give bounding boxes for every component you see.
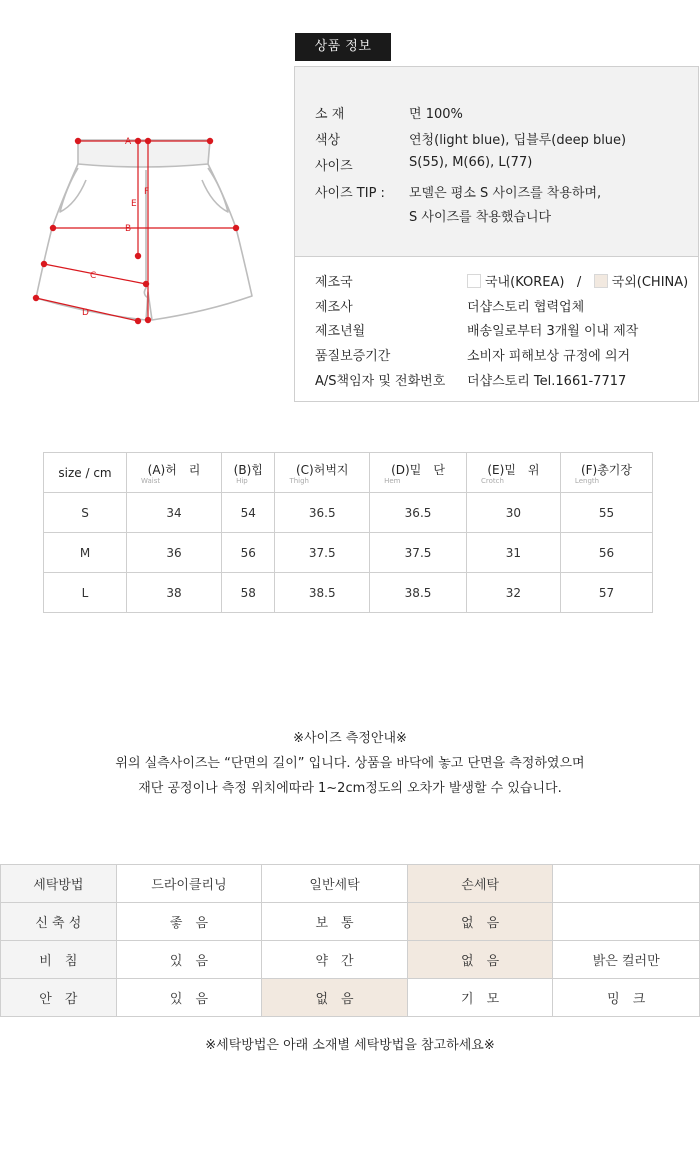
- wash-cell: 밝은 컬러만: [553, 941, 700, 979]
- material-value: 면 100%: [409, 107, 463, 122]
- country-label: 제조국: [315, 275, 353, 290]
- size-value-cell: 58: [222, 573, 275, 613]
- measure-note-title: ※사이즈 측정안내※: [293, 731, 407, 746]
- size-value-cell: 34: [127, 493, 222, 533]
- country-value: [467, 271, 688, 290]
- measure-note-line1: 위의 실측사이즈는 “단면의 길이” 입니다. 상품을 바닥에 놓고 단면을 측정하였으며: [115, 756, 585, 771]
- size-value-cell: 38: [127, 573, 222, 613]
- size-value-cell: 36.5: [275, 493, 370, 533]
- wash-cell: 없 음: [262, 979, 408, 1017]
- size-value-cell: 36: [127, 533, 222, 573]
- size-header-sublabel: Hip: [236, 476, 248, 485]
- size-header-cell: [275, 453, 370, 493]
- wash-row: [1, 865, 700, 903]
- wash-row-header: 비 침: [1, 941, 117, 979]
- size-value-cell: 57: [560, 573, 652, 613]
- wash-cell: 없 음: [407, 903, 553, 941]
- size-name-cell: S: [44, 493, 127, 533]
- size-value-cell: 30: [466, 493, 560, 533]
- size-table: [43, 452, 653, 613]
- spec-section: [295, 67, 698, 257]
- wash-row-header: 안 감: [1, 979, 117, 1017]
- size-value-cell: 32: [466, 573, 560, 613]
- size-row: [44, 533, 653, 573]
- warranty-label: 품질보증기간: [315, 349, 391, 364]
- wash-cell: 기 모: [407, 979, 553, 1017]
- size-value-cell: 56: [560, 533, 652, 573]
- measure-note-line2: 재단 공정이나 측정 위치에따라 1~2cm정도의 오차가 발생할 수 있습니다.: [138, 781, 562, 796]
- wash-note: ※세탁방법은 아래 소재별 세탁방법을 참고하세요※: [205, 1038, 495, 1053]
- product-info-box: [294, 66, 699, 402]
- label-c: C: [90, 271, 97, 281]
- size-value-cell: 36.5: [370, 493, 467, 533]
- size-header-label: (F)총기장: [580, 462, 632, 477]
- size-value-cell: 37.5: [370, 533, 467, 573]
- size-header-sublabel: Thigh: [289, 476, 309, 485]
- wash-cell: [553, 865, 700, 903]
- wash-cell: 손세탁: [407, 865, 553, 903]
- wash-cell: [553, 903, 700, 941]
- size-header-cell: [560, 453, 652, 493]
- country-separator: /: [576, 275, 582, 290]
- size-header-label: (A)허 리: [147, 462, 201, 477]
- label-d: D: [82, 308, 89, 318]
- size-header-cell: [466, 453, 560, 493]
- tip-label: 사이즈 TIP :: [315, 186, 385, 201]
- country-china: 국외(CHINA): [611, 275, 689, 290]
- label-e: E: [131, 199, 137, 209]
- wash-cell: 약 간: [262, 941, 408, 979]
- wash-cell: 밍 크: [553, 979, 700, 1017]
- color-label: 색상: [315, 133, 341, 148]
- as-value: 더샵스토리 Tel.1661-7717: [467, 374, 627, 389]
- wash-row: [1, 979, 700, 1017]
- size-name-cell: M: [44, 533, 127, 573]
- size-header-label: (E)밑 위: [487, 462, 540, 477]
- size-header-cell: [222, 453, 275, 493]
- maker-label: 제조사: [315, 300, 353, 315]
- date-value: 배송일로부터 3개월 이내 제작: [467, 324, 639, 339]
- label-a: A: [125, 137, 132, 147]
- wash-cell: 있 음: [116, 941, 262, 979]
- wash-row-header: 세탁방법: [1, 865, 117, 903]
- size-header-label: size / cm: [58, 465, 112, 480]
- maker-value: 더샵스토리 협력업체: [467, 300, 585, 315]
- size-header-sublabel: Crotch: [480, 476, 504, 485]
- size-value: S(55), M(66), L(77): [409, 155, 533, 170]
- size-value-cell: 38.5: [370, 573, 467, 613]
- tip-value-1: 모델은 평소 S 사이즈를 착용하며,: [409, 186, 602, 201]
- shorts-measure-diagram: [30, 130, 260, 330]
- size-header-label: (D)밑 단: [391, 462, 445, 477]
- size-name-cell: L: [44, 573, 127, 613]
- warranty-value: 소비자 피해보상 규정에 의거: [467, 349, 631, 364]
- size-header-sublabel: Length: [574, 476, 600, 485]
- wash-table: [0, 864, 700, 1017]
- size-header-label: (B)힙: [233, 462, 263, 477]
- label-b: B: [125, 224, 132, 234]
- wash-cell: 있 음: [116, 979, 262, 1017]
- as-label: A/S책임자 및 전화번호: [315, 374, 446, 389]
- wash-cell: 일반세탁: [262, 865, 408, 903]
- size-header-sublabel: Waist: [141, 476, 161, 485]
- korea-checkbox: [467, 274, 481, 288]
- size-value-cell: 55: [560, 493, 652, 533]
- wash-row: [1, 941, 700, 979]
- shorts-outline: [36, 140, 252, 320]
- size-header-sublabel: Hem: [384, 476, 401, 485]
- country-korea: 국내(KOREA): [485, 275, 565, 290]
- wash-cell: 좋 음: [116, 903, 262, 941]
- size-label: 사이즈: [315, 159, 353, 174]
- label-f: F: [144, 187, 150, 197]
- size-header-cell: [44, 453, 127, 493]
- wash-row: [1, 903, 700, 941]
- wash-row-header: 신 축 성: [1, 903, 117, 941]
- size-row: [44, 493, 653, 533]
- wash-cell: 보 통: [262, 903, 408, 941]
- maker-section: [295, 257, 698, 401]
- product-info-title: 상품 정보: [295, 33, 391, 61]
- size-header-label: (C)허벅지: [296, 462, 349, 477]
- wash-cell: 드라이클리닝: [116, 865, 262, 903]
- size-value-cell: 37.5: [275, 533, 370, 573]
- china-checkbox: [594, 274, 608, 288]
- size-value-cell: 38.5: [275, 573, 370, 613]
- size-header-cell: [370, 453, 467, 493]
- size-row: [44, 573, 653, 613]
- tip-value-2: S 사이즈를 착용했습니다: [409, 210, 552, 225]
- size-header-cell: [127, 453, 222, 493]
- color-value: 연청(light blue), 딥블루(deep blue): [409, 133, 627, 148]
- size-value-cell: 56: [222, 533, 275, 573]
- size-value-cell: 54: [222, 493, 275, 533]
- date-label: 제조년월: [315, 324, 366, 339]
- size-value-cell: 31: [466, 533, 560, 573]
- wash-cell: 없 음: [407, 941, 553, 979]
- material-label: 소 재: [315, 107, 345, 122]
- size-table-header: [44, 453, 653, 493]
